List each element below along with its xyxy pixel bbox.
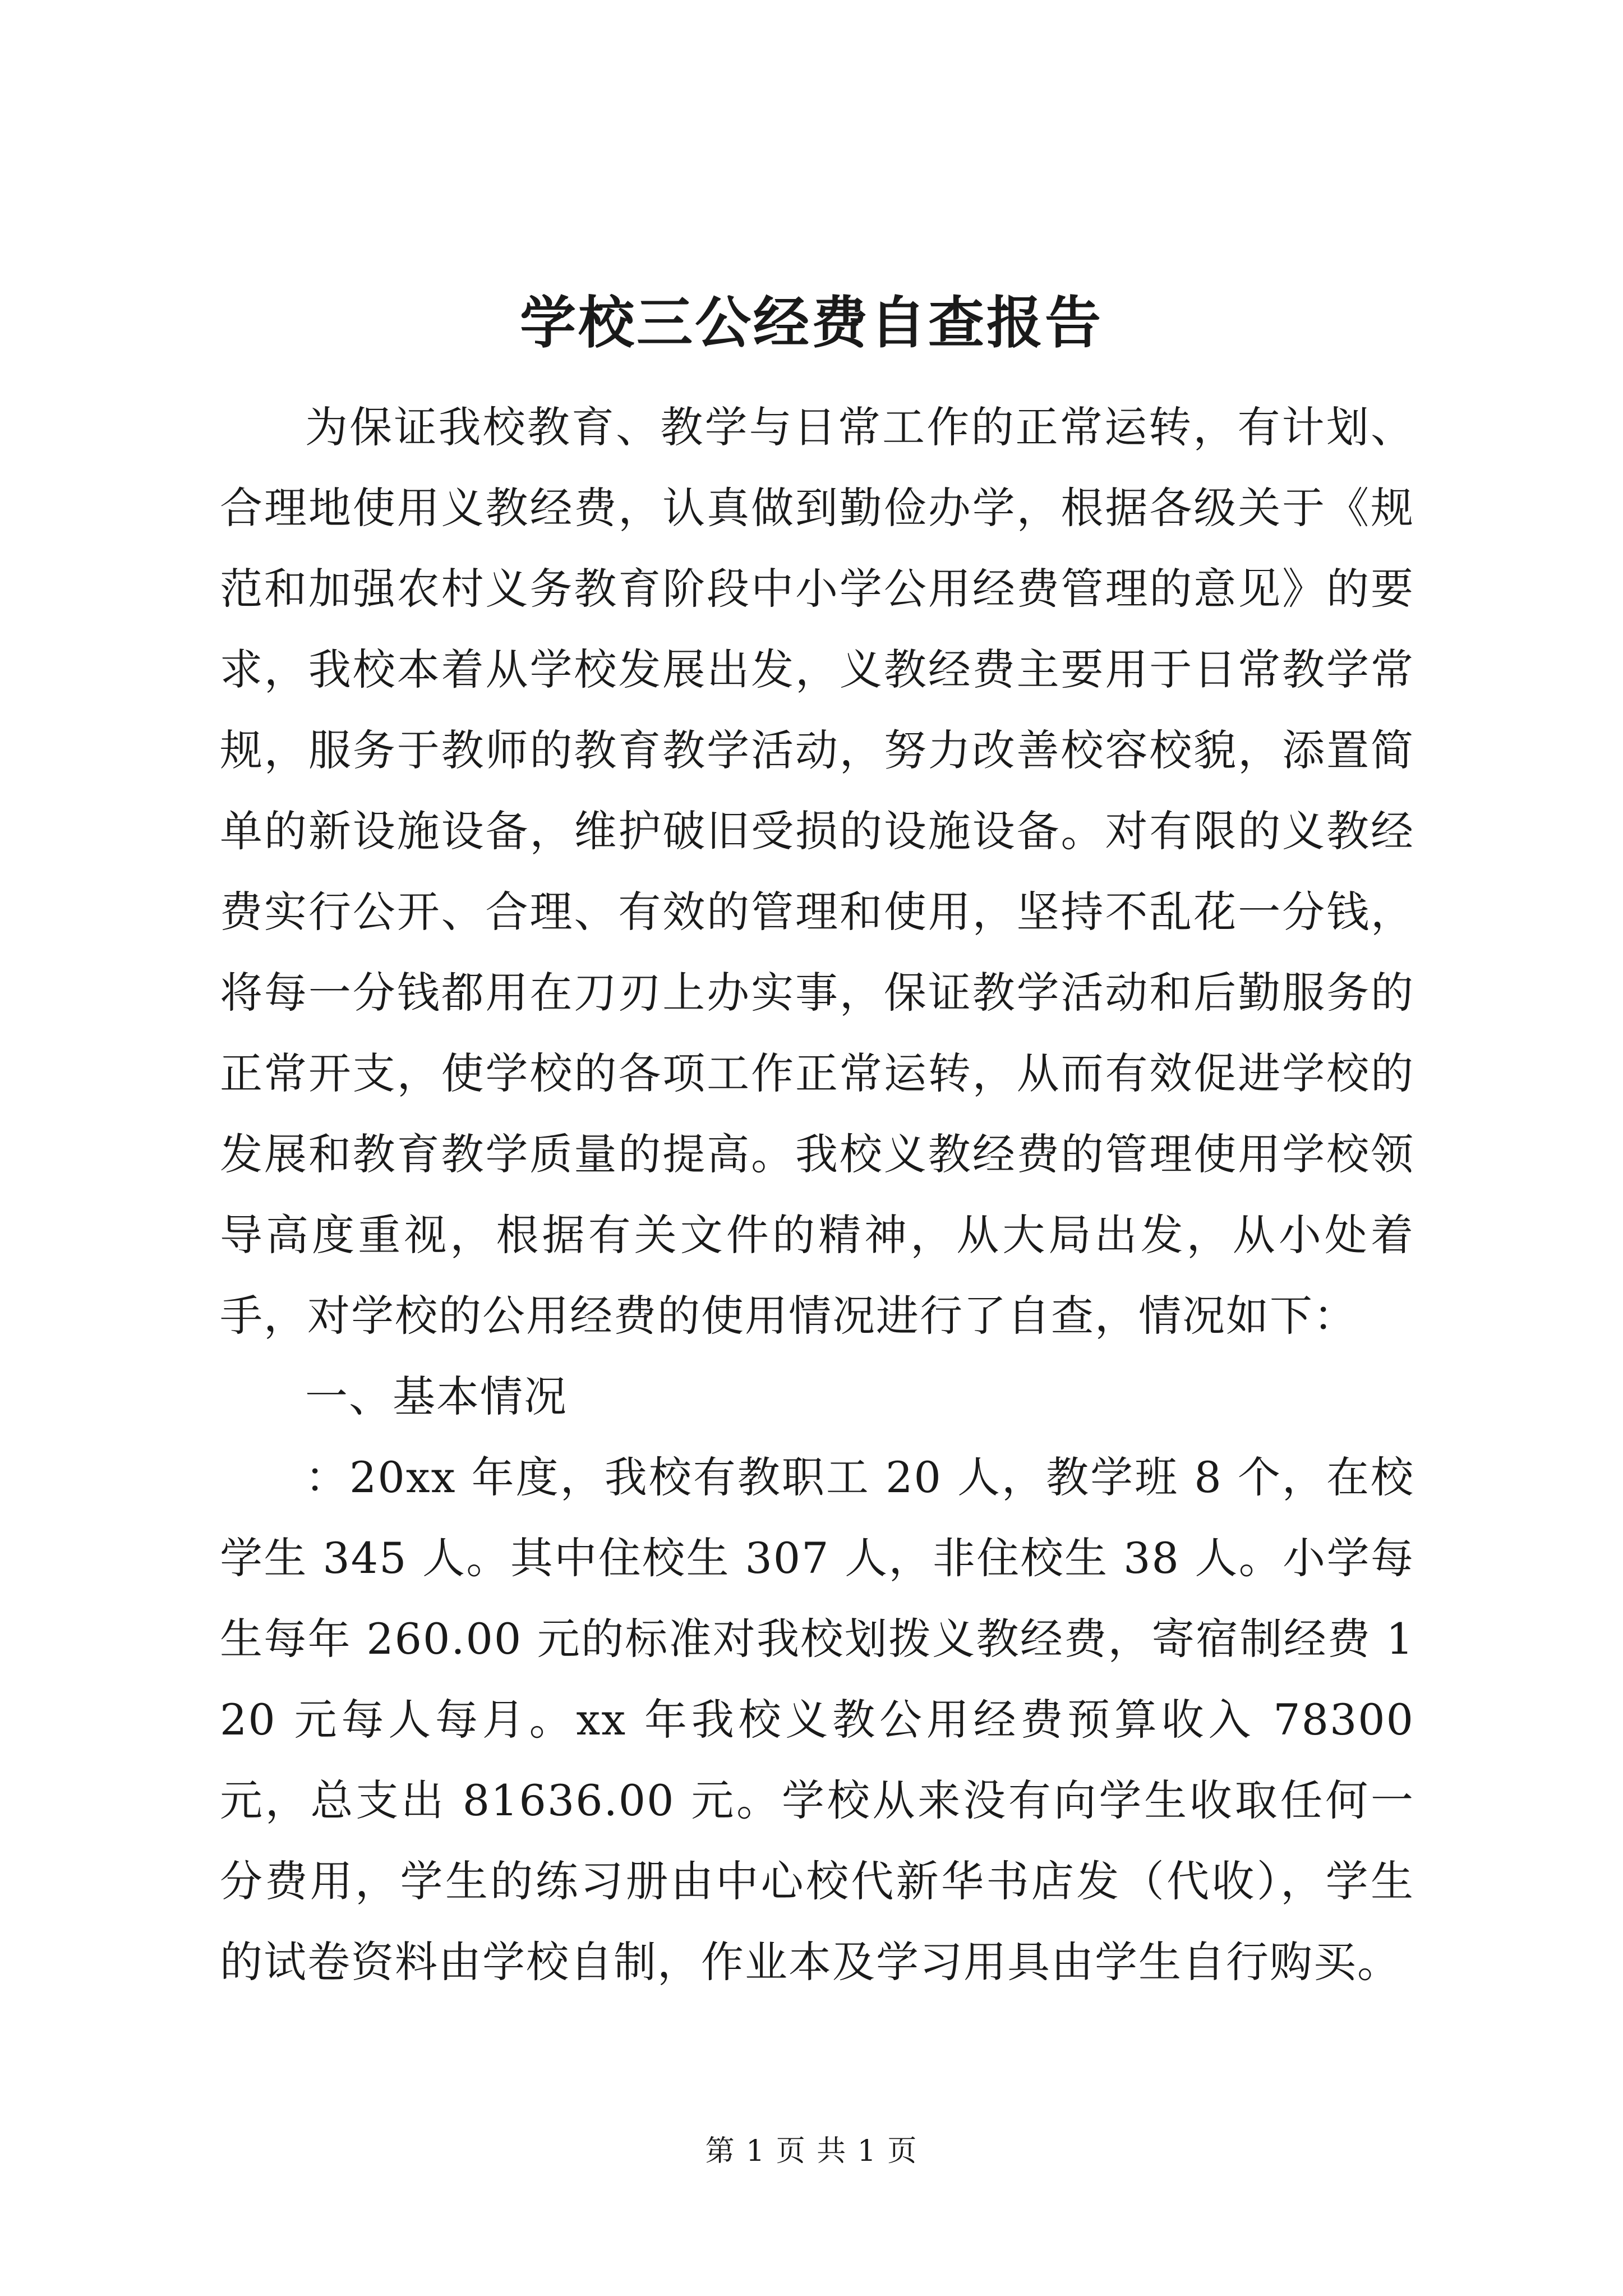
page-footer: 第 1 页 共 1 页 [705, 2134, 918, 2168]
document-title: 学校三公经费自查报告 [520, 289, 1103, 356]
document-body [220, 387, 1414, 2003]
section-heading-basic-situation: 一、基本情况 [305, 1372, 568, 1421]
intro-paragraph: 为保证我校教育、教学与日常工作的正常运转，有计划、合理地使用义教经费，认真做到勤俭办学，根据各级关于《规范和加强农村义务教育阶段中小学公用经费管理的意见》的要求，我校本着从学校发展出发，义教经费主要用于日常教学常规，服务于教师的教育教学活动，努力改善校容校貌，添置简单的新设施设备，维护破旧受损的设施设备。对有限的义教经费实行公开、合理、有效的管理和使用，坚持不乱花一分钱，将每一分钱都用在刀刃上办实事，保证教学活动和后勤服务的正常开支，使学校的各项工作正常运转，从而有效促进学校的发展和教育教学质量的提高。我校义教经费的管理使用学校领导高度重视，根据有关文件的精神，从大局出发，从小处着手，对学校的公用经费的使用情况进行了自查，情况如下： [220, 402, 1414, 1341]
basic-situation-paragraph: ：20xx 年度，我校有教职工 20 人，教学班 8 个，在校学生 345 人。其中住校生 307 人，非住校生 38 人。小学每生每年 260.00 元的标准对我校划拨义教经费，寄宿制经费 120 元每人每月。xx 年我校义教公用经费预算收入 78300 元，总支出 81636.00 元。学校从来没有向学生收取任何一分费用，学生的练习册由中心校代新华书店发（代收），学生的试卷资料由学校自制，作业本及学习用具由学生自行购买。 [220, 1452, 1414, 1987]
